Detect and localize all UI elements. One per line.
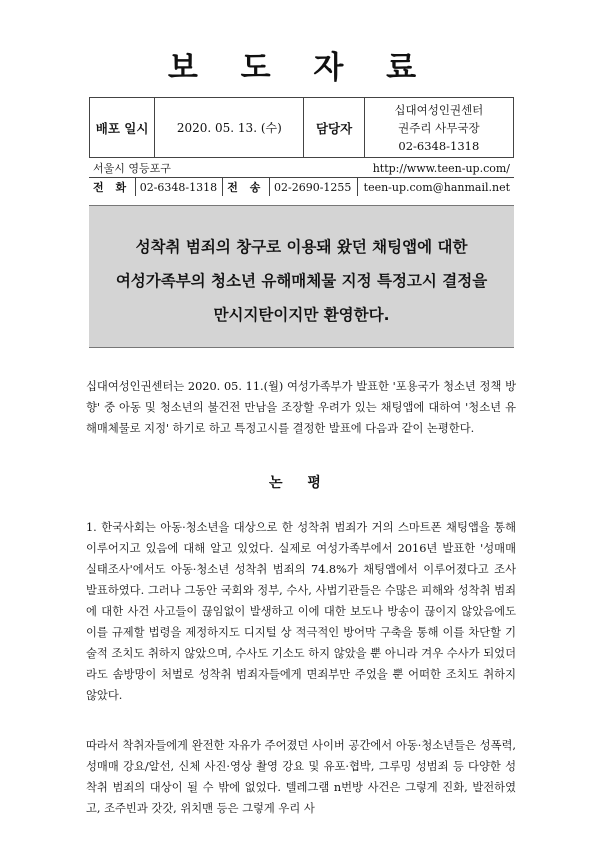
intro-paragraph: 십대여성인권센터는 2020. 05. 11.(월) 여성가족부가 발표한 '포용국가 청소년 정책 방향' 중 아동 및 청소년의 불건전 만남을 조장할 우려가 있는 채팅앱에 대하여 '청소년 유해매체물로 지정' 하기로 하고 특정고시를 결정한 발표에 다음과 같이 논평한다. (86, 380, 516, 435)
contact-phone: 02-6348-1318 (398, 138, 480, 153)
website-link[interactable]: http://www.teen-up.com/ (357, 159, 514, 178)
document-title: 보 도 자 료 (167, 50, 433, 86)
headline-line: 여성가족부의 청소년 유해매체물 지정 특정고시 결정을 (115, 272, 488, 290)
body-paragraph: 1. 한국사회는 아동·청소년을 대상으로 한 성착취 범죄가 거의 스마트폰 채팅앱을 통해 이루어지고 있음에 대해 알고 있었다. 실제로 여성가족부에서 2016년 발표한 '성매매 실태조사'에서도 아동·청소년 성착취 범죄의 74.8%가 채팅앱에서 이루어졌다고 조사 발표하였다. 그러나 그동안 국회와 정부, 수사, 사법기관들은 수많은 피해와 성착취 범죄에 대한 사건 사고들이 끊임없이 발생하고 이에 대한 보도나 방송이 끊이지 않았음에도 이를 규제할 법령을 제정하지도 디지털 상 적극적인 방어막 구축을 통해 이를 차단할 기술적 조치도 취하지 않았으며, 수사도 기소도 하지 않았을 뿐 아니라 겨우 수사가 되었더라도 솜방망이 처벌로 성착취 범죄자들에게 면죄부만 주었을 뿐 어떠한 조치도 취하지 않았다. (86, 521, 516, 702)
contact-info-table (89, 159, 514, 196)
contact-label: 담당자 (304, 98, 364, 158)
date-label: 배포 일시 (90, 98, 155, 158)
section-title: 논 평 (269, 475, 331, 491)
headline-line: 만시지탄이지만 환영한다. (213, 306, 390, 324)
email-link[interactable]: teen-up.com@hanmail.net (357, 178, 514, 197)
headline-line: 성착취 범죄의 창구로 이용돼 왔던 채팅앱에 대한 (135, 238, 468, 256)
fax-number: 02-2690-1255 (269, 178, 357, 197)
date-value: 2020. 05. 13. (수) (155, 98, 304, 158)
headline-box (89, 205, 514, 348)
contact-person (364, 98, 513, 158)
contact-name: 권주리 사무국장 (398, 120, 480, 135)
org-name: 십대여성인권센터 (394, 102, 484, 117)
phone-label: 전 화 (93, 181, 131, 194)
fax-label: 전 송 (223, 178, 270, 197)
address: 서울시 영등포구 (89, 159, 357, 178)
body-paragraph: 따라서 착취자들에게 완전한 자유가 주어졌던 사이버 공간에서 아동·청소년들은 성폭력, 성매매 강요/알선, 신체 사진·영상 촬영 강요 및 유포·협박, 그루밍 성범죄 등 다양한 성착취 범죄의 대상이 될 수 밖에 없었다. 텔레그램 n번방 사건은 그렇게 진화, 발전하였고, 조주빈과 갓갓, 위치맨 등은 그렇게 우리 사 (86, 739, 516, 815)
phone-number: 02-6348-1318 (135, 178, 223, 197)
release-info-table (89, 97, 514, 158)
